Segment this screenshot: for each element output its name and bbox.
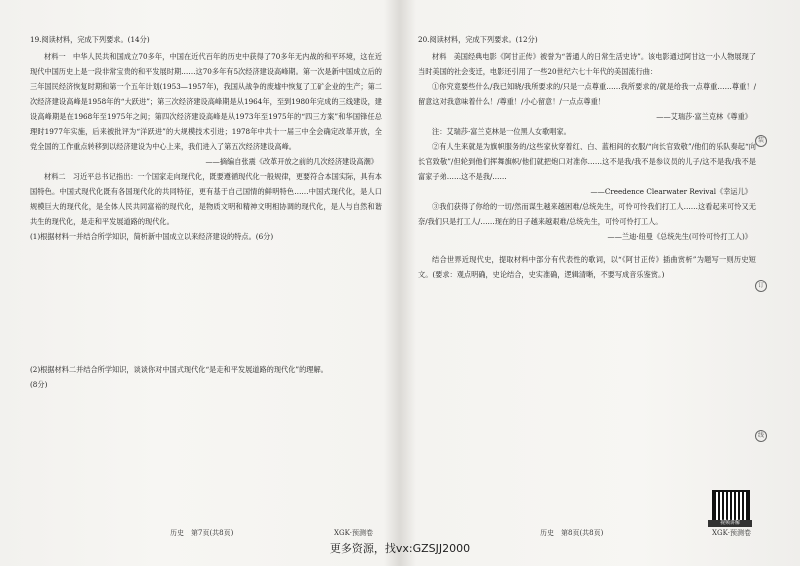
essay-task: 结合世界近现代史，提取材料中部分有代表性的歌词，以“《阿甘正传》插曲赏析”为题写一则历史短文。(要求：观点明确，史论结合，史实准确，逻辑清晰，不要写成音乐鉴赏。) [418,255,756,279]
question-19-part-2: (2)根据材料二并结合所学知识，谈谈你对中国式现代化“是走和平发展道路的现代化”的理解。 [30,365,328,374]
song-2-lyrics: ②有人生来就是为旗帜服务的/这些家伙穿着红、白、蓝相间的衣服/“向长官致敬”/他们的乐队奏起“向长官致敬”/但轮到他们挥舞旗帜/他们就把炮口对准你……这不是我/我不是参议员的儿子/这不是我/我不是富家子弟……这不是我/…… [418,142,756,181]
question-19-part-1: (1)根据材料一并结合所学知识，简析新中国成立以来经济建设的特点。(6分) [30,232,274,241]
qr-code-icon[interactable] [712,490,750,524]
right-footer-tag: XGK·预测卷 [712,529,752,537]
material-2-text: 材料二 习近平总书记指出：一个国家走向现代化，既要遵循现代化一般规律，更要符合本国实际，具有本国特色。中国式现代化既有各国现代化的共同特征，更有基于自己国情的鲜明特色……中国式现代化，是人口规模巨大的现代化，是全体人民共同富裕的现代化，是物质文明和精神文明相协调的现代化，是人与自然和谐共生的现代化，是走和平发展道路的现代化。 [30,172,382,226]
answer-space-1 [30,244,382,362]
song-3-lyrics: ③我们获得了你给的一切/然而谋生越来越困难/总统先生，可怜可怜我们打工人……这看起来可怜又无奈/我们只是打工人/……现在的日子越来越艰难/总统先生，可怜可怜打工人。 [418,202,756,226]
left-page [30,32,382,392]
song-1-lyrics: ①你究竟要些什么/我已知晓/我所要求的/只是一点尊重……我所要求的/就是给我一点尊重……尊重！/留意这对我意味着什么！/尊重！/小心留意！/一点点尊重！ [418,82,756,106]
right-footer-page: 历史 第8页(共8页) [540,529,604,537]
resource-watermark: 更多资源，找vx:GZSJJ2000 [329,542,471,555]
left-footer-page: 历史 第7页(共8页) [170,529,234,537]
song-3-source: ——兰迪·纽曼《总统先生(可怜可怜打工人)》 [607,232,752,241]
question-20-heading: 20.阅读材料，完成下列要求。(12分) [418,35,538,44]
qr-caption: 视频讲解 [708,520,752,527]
song-2-source: ——Creedence Clearwater Revival《幸运儿》 [590,187,752,196]
material-1-text: 材料一 中华人民共和国成立70多年，中国在近代百年的历史中获得了70多年无内战的和平环境，这在近现代中国历史上是一段非常宝贵的和平发展时期……这70多年有5次经济建设高峰期。第一次是新中国成立后的三年国民经济恢复时期和第一个五年计划(1953—1957年)，我国从战争的废墟中恢复了工矿企业的生产；第二次经济建设高峰是1958年的“大跃进”；第三次经济建设高峰期是从1964年，至到1980年完成的三线建设，建设高峰期是在1968年至1975年之间；第四次经济建设高峰是从1973年至1975年的“四三方案”和华国锋任总理时1977年实施，后来被批评为“洋跃进”的大规模技术引进；1978年中共十一届三中全会确定改革开放，全党全国的工作重点转移到以经济建设为中心上来，我们进入了第五次经济建设高峰。 [30,52,382,151]
question-19-part-2-score: (8分) [30,380,48,389]
material-1-source: ——摘编自张震《改革开放之前的几次经济建设高潮》 [205,157,378,166]
right-page [418,32,756,282]
song-1-source: ——艾瑞莎·富兰克林《尊重》 [656,112,752,121]
binding-mark-3: 线 [755,430,767,442]
left-footer-tag: XGK·预测卷 [334,529,374,537]
material-intro: 材料 美国经典电影《阿甘正传》被誉为“普通人的日常生活史诗”。该电影通过阿甘这一小人物展现了当时美国的社会变迁，电影还引用了一些20世纪六七十年代的美国流行曲： [418,52,756,76]
binding-mark-1: 装 [755,135,767,147]
question-19-heading: 19.阅读材料，完成下列要求。(14分) [30,35,150,44]
song-1-note: 注：艾瑞莎·富兰克林是一位黑人女歌唱家。 [432,127,571,136]
binding-mark-2: 订 [755,280,767,292]
